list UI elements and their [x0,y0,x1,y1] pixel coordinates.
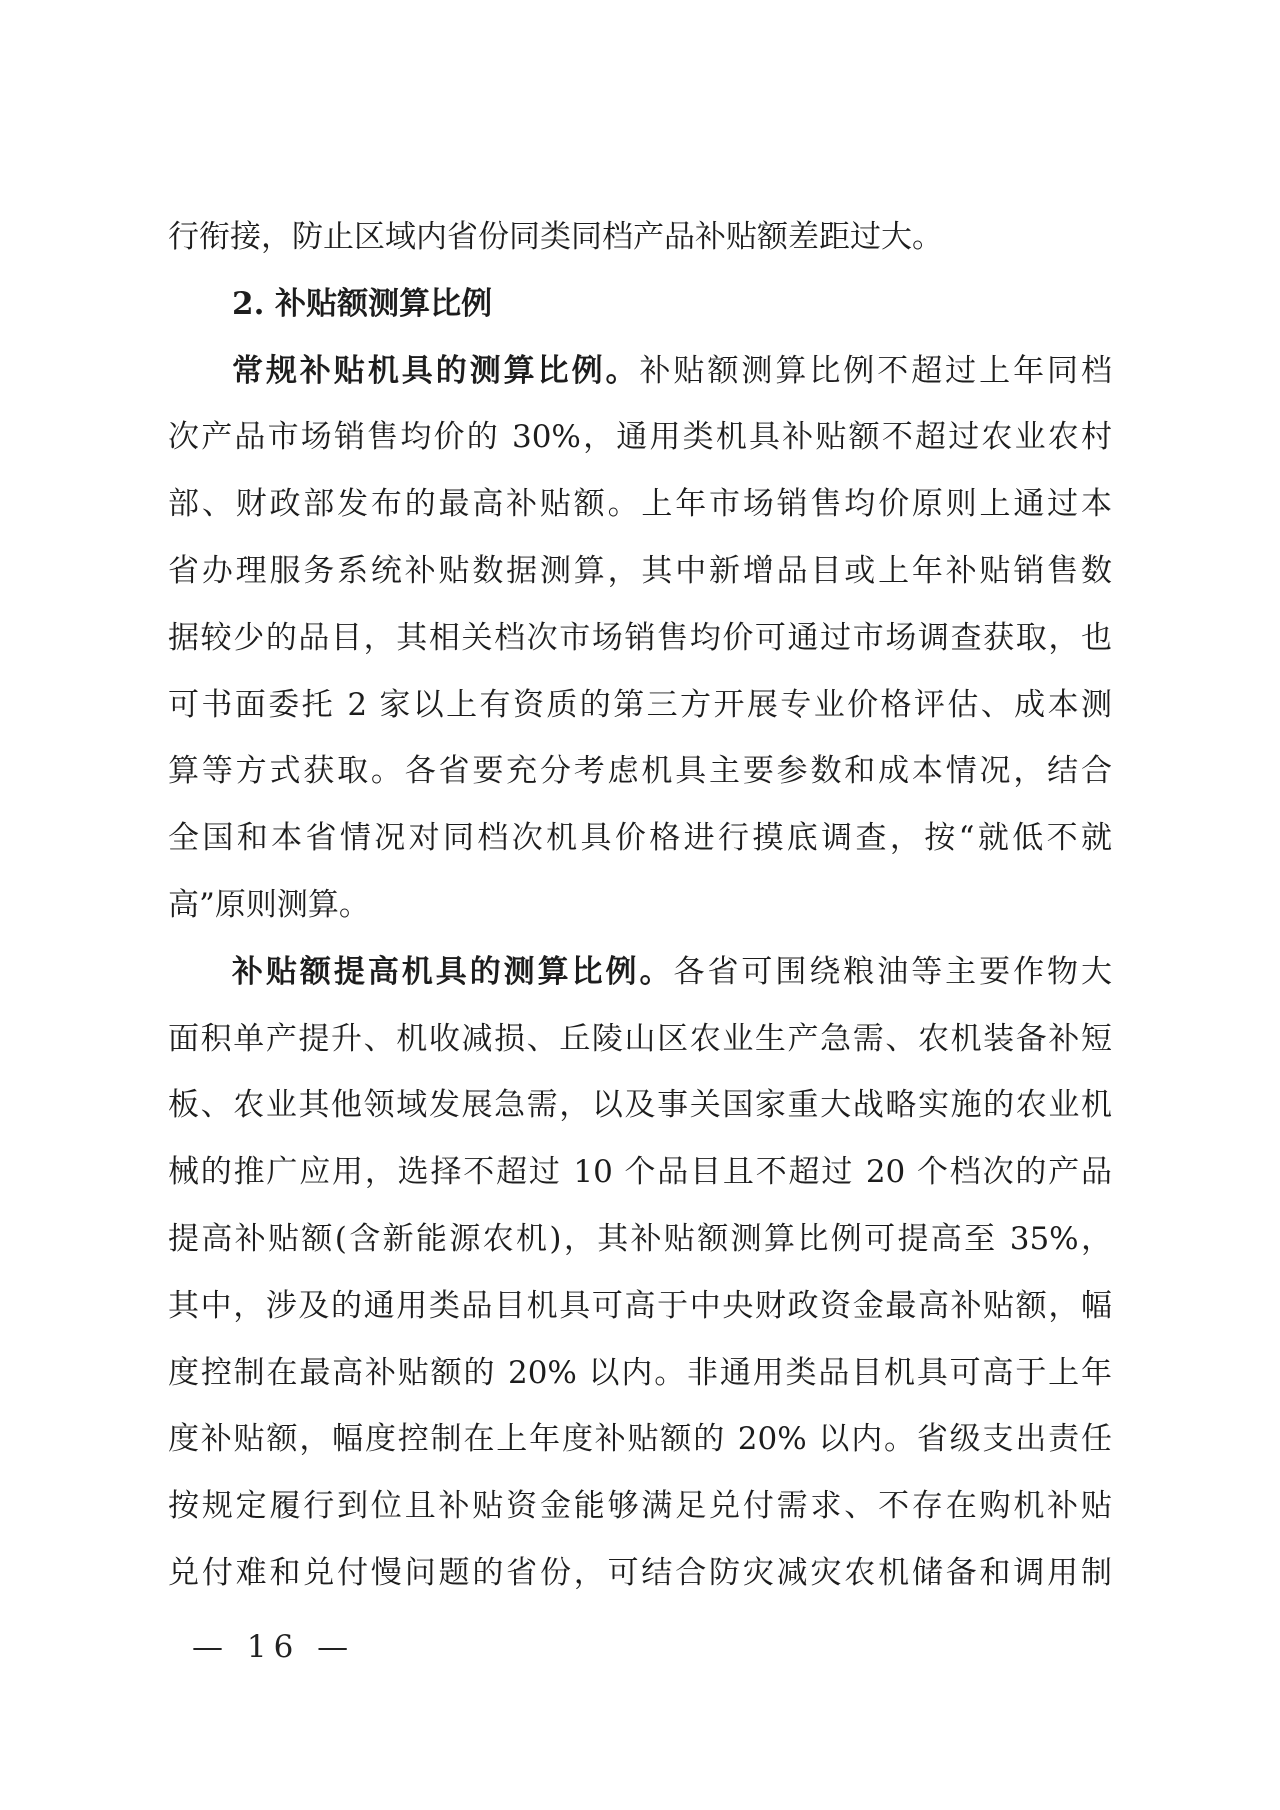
text-line: 高”原则测算。 [168,886,370,923]
text-line: 其中，涉及的通用类品目机具可高于中央财政资金最高补贴额，幅 [168,1287,1112,1324]
text-line: 度补贴额，幅度控制在上年度补贴额的 20% 以内。省级支出责任 [168,1421,1112,1458]
text-line: 次产品市场销售均价的 30%，通用类机具补贴额不超过农业农村 [168,419,1112,456]
text-line: 可书面委托 2 家以上有资质的第三方开展专业价格评估、成本测 [168,686,1112,723]
text-line: 度控制在最高补贴额的 20% 以内。非通用类品目机具可高于上年 [168,1354,1112,1391]
paragraph-first-line [168,939,1112,1006]
text-line: 算等方式获取。各省要充分考虑机具主要参数和成本情况，结合 [168,753,1112,790]
text-line: 按规定履行到位且补贴资金能够满足兑付需求、不存在购机补贴 [168,1488,1112,1525]
page-body [168,204,1112,1607]
text-line: 械的推广应用，选择不超过 10 个品目且不超过 20 个档次的产品 [168,1154,1112,1191]
page-footer [192,1622,355,1672]
text-run: 各省可围绕粮油等主要作物大 [673,953,1113,990]
page-number: — 16 — [192,1629,356,1665]
text-line: 面积单产提升、机收减损、丘陵山区农业生产急需、农机装备补短 [168,1020,1112,1057]
text-line: 兑付难和兑付慢问题的省份，可结合防灾减灾农机储备和调用制 [168,1554,1112,1591]
text-line: 板、农业其他领域发展急需，以及事关国家重大战略实施的农业机 [168,1087,1112,1124]
paragraph-lead: 常规补贴机具的测算比例。 [232,352,640,389]
text-run: 补贴额测算比例不超过上年同档 [639,352,1113,389]
text-line: 提高补贴额(含新能源农机)，其补贴额测算比例可提高至 35%， [168,1220,1112,1257]
paragraph-lead: 补贴额提高机具的测算比例。 [232,953,674,990]
paragraph-first-line [168,338,1112,405]
text-line: 行衔接，防止区域内省份同类同档产品补贴额差距过大。 [168,219,943,255]
text-line: 全国和本省情况对同档次机具价格进行摸底调查，按“就低不就 [168,820,1112,857]
text-line: 据较少的品目，其相关档次市场销售均价可通过市场调查获取，也 [168,619,1112,656]
text-line: 部、财政部发布的最高补贴额。上年市场销售均价原则上通过本 [168,486,1112,523]
section-heading: 2. 补贴额测算比例 [232,285,493,322]
text-line: 省办理服务系统补贴数据测算，其中新增品目或上年补贴销售数 [168,552,1112,589]
